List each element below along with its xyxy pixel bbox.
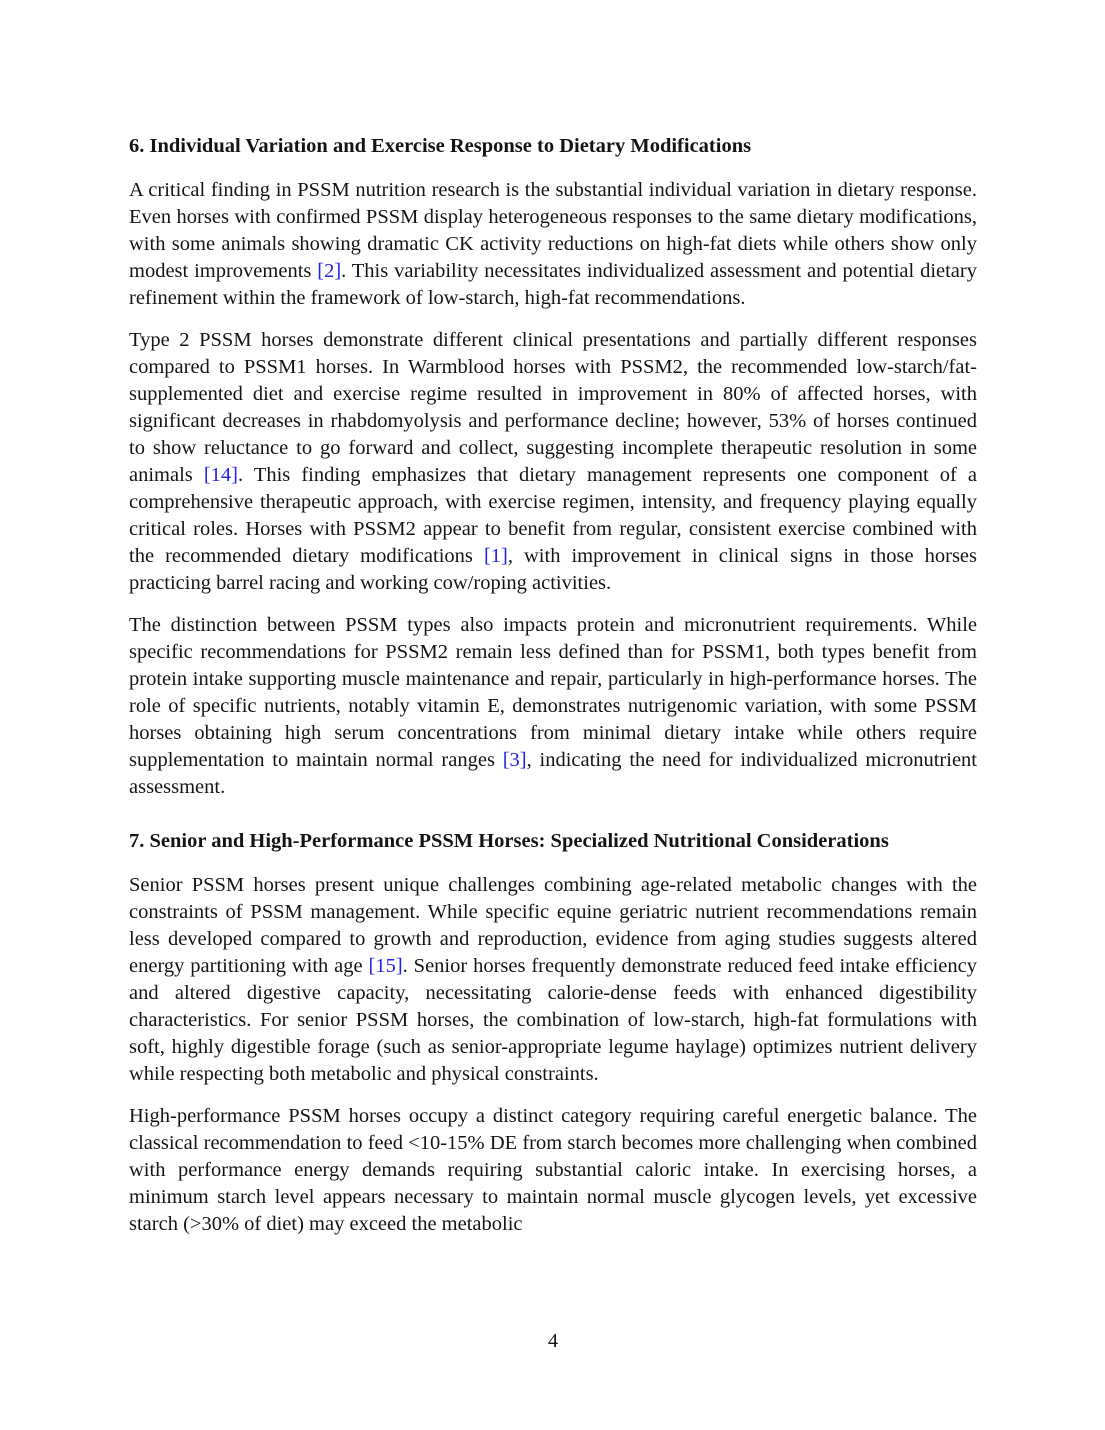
section-heading-1: 6. Individual Variation and Exercise Response to Dietary Modifications <box>129 135 752 157</box>
citation-link[interactable]: [15] <box>368 955 403 977</box>
document-content <box>129 133 977 1253</box>
page-footer <box>129 1328 977 1355</box>
citation-link[interactable]: [1] <box>483 545 508 567</box>
paragraph: Senior PSSM horses present unique challenges combining age-related metabolic changes with the constraints of PSSM management. While specific equine geriatric nutrient recommendations remain less developed compared to growth and reproduction, evidence from aging studies suggests altered energy partitioning with age [15]. Senior horses frequently demonstrate reduced feed intake efficiency and altered digestive capacity, necessitating calorie-dense feeds with enhanced digestibility characteristics. For senior PSSM horses, the combination of low-starch, high-fat formulations with soft, highly digestible forage (such as senior-appropriate legume haylage) optimizes nutrient delivery while respecting both metabolic and physical constraints. <box>129 874 978 1085</box>
section-heading-2: 7. Senior and High-Performance PSSM Horses: Specialized Nutritional Considerations <box>129 830 889 852</box>
paragraph: Type 2 PSSM horses demonstrate different clinical presentations and partially different responses compared to PSSM1 horses. In Warmblood horses with PSSM2, the recommended low-starch/fat-supplemented diet and exercise regime resulted in improvement in 80% of affected horses, with significant decreases in rhabdomyolysis and performance decline; however, 53% of horses continued to show reluctance to go forward and collect, suggesting incomplete therapeutic resolution in some animals [14]. This finding emphasizes that dietary management represents one component of a comprehensive therapeutic approach, with exercise regimen, intensity, and frequency playing equally critical roles. Horses with PSSM2 appear to benefit from regular, consistent exercise combined with the recommended dietary modifications [1], with improvement in clinical signs in those horses practicing barrel racing and working cow/roping activities. <box>129 329 978 594</box>
citation-link[interactable]: [14] <box>203 464 238 486</box>
paragraph: The distinction between PSSM types also impacts protein and micronutrient requirements. While specific recommendations for PSSM2 remain less defined than for PSSM1, both types benefit from protein intake supporting muscle maintenance and repair, particularly in high-performance horses. The role of specific nutrients, notably vitamin E, demonstrates nutrigenomic variation, with some PSSM horses obtaining high serum concentrations from minimal dietary intake while others require supplementation to maintain normal ranges [3], indicating the need for individualized micronutrient assessment. <box>129 614 977 798</box>
paragraph: High-performance PSSM horses occupy a distinct category requiring careful energetic balance. The classical recommendation to feed <10-15% DE from starch becomes more challenging when combined with performance energy demands requiring substantial caloric intake. In exercising horses, a minimum starch level appears necessary to maintain normal muscle glycogen levels, yet excessive starch (>30% of diet) may exceed the metabolic <box>129 1105 977 1235</box>
citation-link[interactable]: [3] <box>502 749 527 771</box>
page-number: 4 <box>547 1330 559 1352</box>
paragraph: A critical finding in PSSM nutrition research is the substantial individual variation in dietary response. Even horses with confirmed PSSM display heterogeneous responses to the same dietary modifications, with some animals showing dramatic CK activity reductions on high-fat diets while others show only modest improvements [2]. This variability necessitates individualized assessment and potential dietary refinement within the framework of low-starch, high-fat recommendations. <box>129 179 977 309</box>
citation-link[interactable]: [2] <box>317 260 342 282</box>
